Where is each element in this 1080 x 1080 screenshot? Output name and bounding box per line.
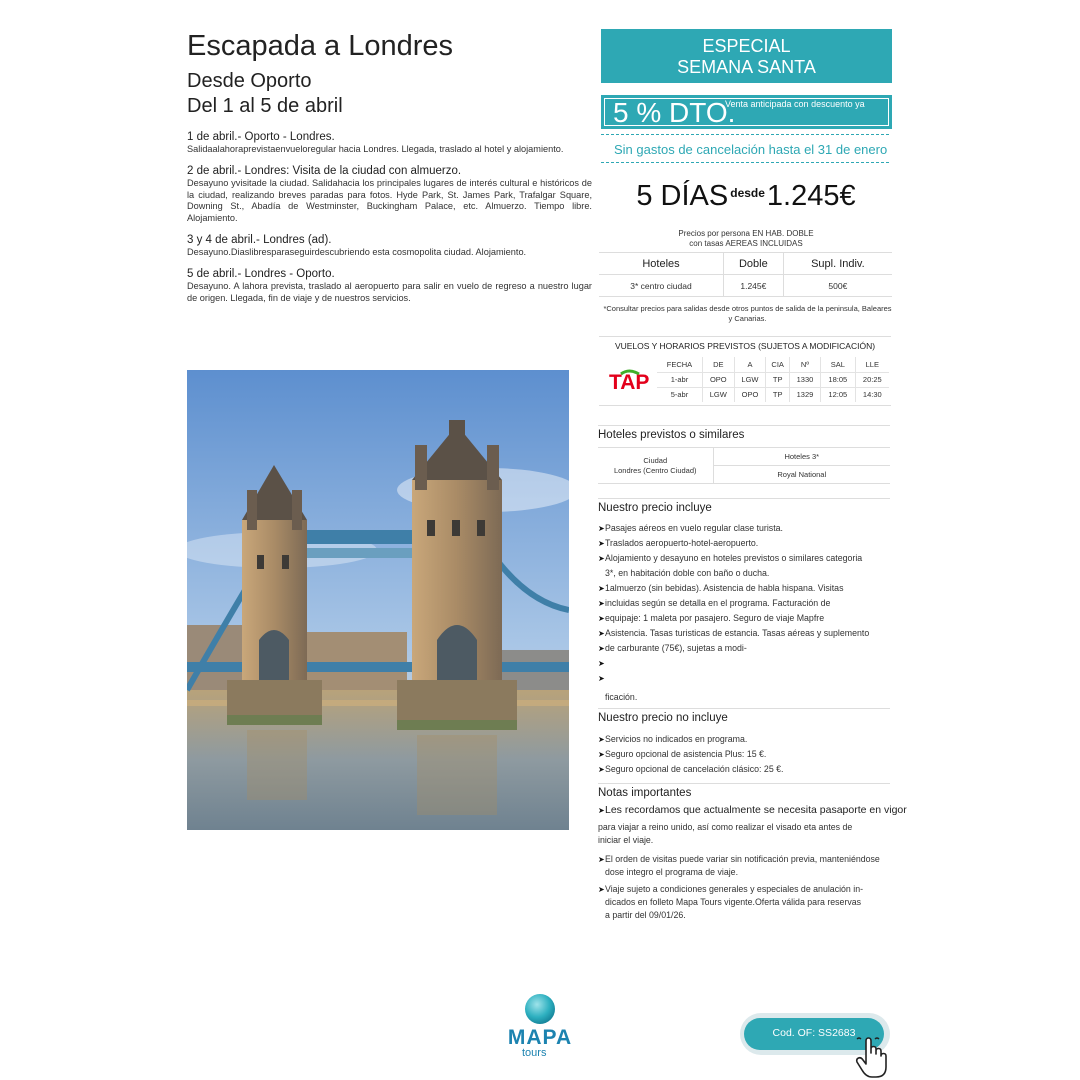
flights-table bbox=[657, 357, 889, 402]
arrow-bullet-icon: ➤ bbox=[598, 735, 605, 744]
table-cell: OPO bbox=[734, 387, 766, 402]
day-heading: 2 de abril.- Londres: Visita de la ciudad con almuerzo. bbox=[187, 164, 462, 177]
divider bbox=[598, 425, 890, 426]
arrow-bullet-icon: ➤ bbox=[598, 750, 605, 759]
table-cell: TP bbox=[766, 387, 790, 402]
table-header-cell: LLE bbox=[855, 357, 889, 372]
list-item-text: Seguro opcional de cancelación clásico: 25 €. bbox=[605, 764, 784, 774]
price-table bbox=[599, 252, 892, 297]
table-cell: 3* centro ciudad bbox=[599, 275, 723, 297]
arrow-bullet-icon: ➤ bbox=[598, 765, 605, 774]
special-line-1: ESPECIAL bbox=[702, 36, 791, 56]
origin-subtitle: Desde Oporto bbox=[187, 70, 312, 92]
dates-subtitle: Del 1 al 5 de abril bbox=[187, 95, 343, 117]
list-item bbox=[598, 626, 898, 641]
day-description: Desayuno yvisitade la ciudad. Salidahacia los principales lugares de interés cultural e históricos de la ciudad, realizando breves paradas para fotos. Hyde Park, St. James Park, Trafalgar Square, Downing St., Abadía de Westminster, Buckingham Palace, etc. Almuerzo. Tiempo libre. Alojamiento. bbox=[187, 177, 592, 224]
logo-sub-text: tours bbox=[522, 1047, 547, 1059]
table-cell: 1-abr bbox=[657, 372, 702, 387]
list-item bbox=[598, 521, 898, 536]
arrow-bullet-icon: ➤ bbox=[598, 644, 605, 653]
divider bbox=[598, 498, 890, 499]
notes-line-text: Viaje sujeto a condiciones generales y especiales de anulación in- bbox=[605, 884, 864, 894]
table-cell: 14:30 bbox=[855, 387, 889, 402]
discount-frame bbox=[604, 98, 889, 126]
arrow-bullet-icon: ➤ bbox=[598, 599, 605, 608]
table-header-row bbox=[599, 253, 892, 275]
discount-banner bbox=[601, 95, 892, 129]
city-header: Ciudad bbox=[643, 455, 668, 465]
notes-lead-text: Les recordamos que actualmente se necesita pasaporte en vigor bbox=[605, 804, 907, 816]
excludes-title: Nuestro precio no incluye bbox=[598, 712, 728, 724]
trip-days: 5 DÍAS bbox=[636, 180, 729, 212]
hotels-title: Hoteles previstos o similares bbox=[598, 429, 745, 441]
includes-list bbox=[598, 521, 898, 705]
list-item-text: Seguro opcional de asistencia Plus: 15 €. bbox=[605, 749, 767, 759]
notes-line-text: El orden de visitas puede variar sin notificación previa, manteniéndose bbox=[605, 854, 880, 864]
day-heading: 1 de abril.- Oporto - Londres. bbox=[187, 131, 335, 143]
notes-title: Notas importantes bbox=[598, 787, 692, 799]
list-item-text: incluidas según se detalla en el programa. Facturación de bbox=[605, 598, 831, 608]
arrow-bullet-icon: ➤ bbox=[598, 554, 605, 563]
pointer-hand-icon bbox=[853, 1035, 889, 1079]
table-row bbox=[657, 387, 889, 402]
table-header-cell: Hoteles bbox=[599, 253, 723, 275]
table-cell: 5-abr bbox=[670, 390, 689, 400]
price-amount: 1.245€ bbox=[766, 180, 856, 212]
city-cell bbox=[598, 448, 713, 484]
itinerary-day bbox=[187, 233, 592, 259]
list-item bbox=[598, 611, 898, 626]
table-cell: TP bbox=[766, 372, 790, 387]
hotels-table bbox=[598, 447, 890, 484]
table-cell: 18:05 bbox=[820, 372, 855, 387]
arrow-bullet-icon: ➤ bbox=[598, 855, 605, 864]
table-header-cell: FECHA bbox=[657, 357, 702, 372]
table-header-cell: Hoteles 3* bbox=[713, 448, 890, 466]
page-title: Escapada a Londres bbox=[187, 30, 454, 62]
special-line-2: SEMANA SANTA bbox=[677, 57, 816, 77]
list-item bbox=[598, 762, 898, 777]
table-cell: 1329 bbox=[790, 387, 821, 402]
tower-bridge-illustration bbox=[187, 370, 569, 830]
list-item bbox=[598, 641, 898, 656]
list-item-text: Traslados aeropuerto-hotel-aeropuerto. bbox=[605, 538, 759, 548]
list-item-continuation: ficación. bbox=[605, 692, 638, 702]
price-note-line: Precios por persona EN HAB. DOBLE bbox=[678, 229, 814, 238]
list-item-text: Pasajes aéreos en vuelo regular clase turista. bbox=[605, 523, 783, 533]
day-heading: 5 de abril.- Londres - Oporto. bbox=[187, 267, 335, 280]
price-headline bbox=[601, 180, 891, 213]
logo-main-text: MAPA bbox=[507, 1026, 573, 1049]
discount-value: 5 % DTO. bbox=[613, 97, 736, 128]
flights-section bbox=[599, 336, 891, 406]
tap-logo-text: TAP bbox=[609, 371, 650, 393]
table-cell: 1.245€ bbox=[723, 275, 783, 297]
day-description: Desayuno. A lahora prevista, traslado al aeropuerto para salir en vuelo de regreso a nuestro lugar de origen. Llegada, fin de viaje y de nuestros servicios. bbox=[187, 280, 592, 303]
mapa-tours-logo bbox=[500, 993, 580, 1063]
table-row bbox=[657, 372, 889, 387]
arrow-bullet-icon: ➤ bbox=[598, 614, 605, 623]
notes-lead bbox=[598, 804, 907, 816]
table-row bbox=[599, 275, 892, 297]
arrow-bullet-icon: ➤ bbox=[598, 584, 605, 593]
list-item-text: 1almuerzo (sin bebidas). Asistencia de habla hispana. Visitas bbox=[605, 583, 844, 593]
list-item-text: Servicios no indicados en programa. bbox=[605, 734, 748, 744]
flights-title: VUELOS Y HORARIOS PREVISTOS (SUJETOS A MODIFICACIÓN) bbox=[614, 341, 876, 351]
table-header-cell: DE bbox=[702, 357, 734, 372]
list-item bbox=[598, 671, 898, 686]
day-description: Salidaalahoraprevistaenvueloregular hacia Londres. Llegada, traslado al hotel y alojamiento. bbox=[187, 144, 564, 154]
list-item-text: equipaje: 1 maleta por pasajero. Seguro de viaje Mapfre bbox=[605, 613, 825, 623]
logo-globe-icon bbox=[523, 993, 557, 1025]
day-heading: 3 y 4 de abril.- Londres (ad). bbox=[187, 233, 332, 246]
tower-bridge-photo bbox=[187, 370, 569, 830]
notes-line: dicados en folleto Mapa Tours vigente.Oferta válida para reservas bbox=[605, 897, 862, 907]
notes-line bbox=[598, 853, 898, 866]
notes-line: dose integro el programa de viaje. bbox=[605, 867, 739, 877]
divider bbox=[598, 783, 890, 784]
discount-note: Venta anticipada con descuento ya bbox=[725, 99, 865, 109]
list-item-text: Alojamiento y desayuno en hoteles previstos o similares categoria bbox=[605, 553, 863, 563]
divider bbox=[598, 708, 890, 709]
itinerary-day bbox=[187, 164, 592, 225]
itinerary-day bbox=[187, 267, 592, 305]
notes-lead-continuation bbox=[598, 821, 898, 847]
table-header-cell: Supl. Indiv. bbox=[783, 253, 892, 275]
table-cell: LGW bbox=[702, 387, 734, 402]
excludes-list bbox=[598, 732, 898, 777]
notes-item bbox=[598, 853, 898, 879]
table-header-cell: CIA bbox=[766, 357, 790, 372]
hotel-name: Royal National bbox=[713, 466, 890, 484]
day-description: Desayuno.Diaslibresparaseguirdescubriendo esta cosmopolita ciudad. Alojamiento. bbox=[187, 246, 527, 257]
special-banner bbox=[601, 29, 892, 83]
table-header-row bbox=[657, 357, 889, 372]
list-item-continuation: 3*, en habitación doble con baño o ducha. bbox=[605, 568, 770, 578]
list-item bbox=[598, 581, 898, 596]
table-row bbox=[598, 448, 890, 466]
divider bbox=[601, 134, 889, 135]
table-cell: 20:25 bbox=[855, 372, 889, 387]
arrow-bullet-icon: ➤ bbox=[598, 674, 605, 683]
table-header-cell: A bbox=[734, 357, 766, 372]
notes-item bbox=[598, 883, 898, 922]
table-cell: LGW bbox=[734, 372, 766, 387]
table-cell: 12:05 bbox=[820, 387, 855, 402]
list-item-text: de carburante (75€), sujetas a modi- bbox=[605, 643, 747, 653]
itinerary bbox=[187, 130, 592, 312]
no-cancellation-note: Sin gastos de cancelación hasta el 31 de enero bbox=[614, 142, 888, 157]
notes-line: a partir del 09/01/26. bbox=[605, 910, 686, 920]
notes-line bbox=[598, 883, 898, 896]
table-header-cell: Doble bbox=[723, 253, 783, 275]
arrow-bullet-icon: ➤ bbox=[598, 524, 605, 533]
offer-code-label: Cod. OF: SS2683 bbox=[744, 1018, 884, 1050]
list-item bbox=[598, 732, 898, 747]
table-cell: 1330 bbox=[790, 372, 821, 387]
list-item bbox=[598, 536, 898, 551]
table-header-cell: SAL bbox=[820, 357, 855, 372]
arrow-bullet-icon: ➤ bbox=[598, 629, 605, 638]
notes-line: para viajar a reino unido, así como realizar el visado eta antes de bbox=[598, 822, 853, 832]
list-item bbox=[598, 656, 898, 671]
table-cell: OPO bbox=[702, 372, 734, 387]
list-item bbox=[598, 551, 898, 566]
divider bbox=[601, 162, 889, 163]
table-cell: 500€ bbox=[783, 275, 892, 297]
city-name: Londres (Centro Ciudad) bbox=[613, 465, 697, 475]
includes-title: Nuestro precio incluye bbox=[598, 502, 712, 514]
tap-airline-logo-icon bbox=[607, 369, 651, 393]
price-from-label: desde bbox=[730, 186, 765, 200]
table-header-cell: Nº bbox=[790, 357, 821, 372]
price-note bbox=[601, 229, 891, 249]
list-item bbox=[598, 747, 898, 762]
arrow-bullet-icon: ➤ bbox=[598, 539, 605, 548]
notes-line: iniciar el viaje. bbox=[598, 835, 654, 845]
arrow-bullet-icon: ➤ bbox=[598, 806, 605, 815]
list-item-text: Asistencia. Tasas turisticas de estancia. Tasas aéreas y suplemento bbox=[605, 628, 870, 638]
itinerary-day bbox=[187, 130, 592, 156]
consult-note: *Consultar precios para salidas desde otros puntos de salida de la peninsula, Baleares y Canarias. bbox=[603, 304, 892, 323]
price-note-line: con tasas AEREAS INCLUIDAS bbox=[689, 239, 803, 248]
arrow-bullet-icon: ➤ bbox=[598, 885, 605, 894]
arrow-bullet-icon: ➤ bbox=[598, 659, 605, 668]
list-item bbox=[598, 596, 898, 611]
